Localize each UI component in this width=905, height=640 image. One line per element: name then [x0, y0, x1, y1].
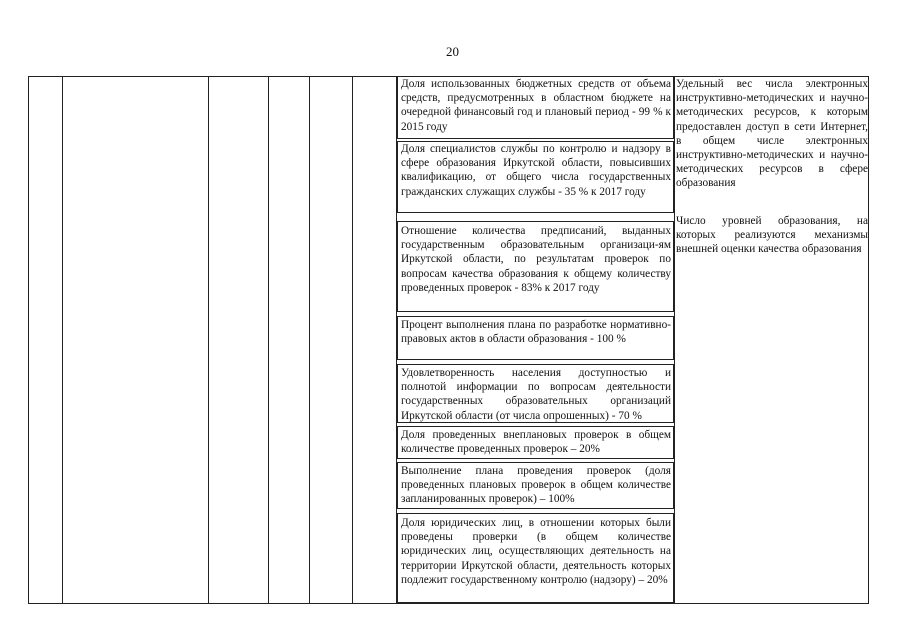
indicator-text: Выполнение плана проведения проверок (доля проведенных плановых проверок в общем количестве запланированных проверок) – 100% [401, 465, 671, 506]
table-column-divider [868, 76, 869, 604]
table-column-divider [674, 76, 675, 604]
indicator-text: Доля проведенных внеплановых проверок в общем количестве проведенных проверок – 20% [401, 429, 671, 456]
indicator-text: Доля юридических лиц, в отношении которых были проведены проверки (в общем количестве юридических лиц, осуществляющих деятельность на территории Иркутской области, деятельность которых подлежит государственному контролю (надзору) – 20% [401, 517, 671, 586]
indicator-text: Процент выполнения плана по разработке нормативно-правовых актов в области образования - 100 % [401, 319, 671, 346]
indicator-text: Отношение количества предписаний, выданных государственным образовательным организаци-ям Иркутской области, по результатам проверок по вопросам качества образования к общему количеству проведенных проверок - 83% к 2017 году [401, 225, 671, 294]
table-column-divider [28, 76, 29, 604]
table-column-divider [309, 76, 310, 604]
table-column-divider [208, 76, 209, 604]
indicator-text: Доля специалистов службы по контролю и надзору в сфере образования Иркутской области, повысивших квалификацию, от общего числа государственных гражданских служащих службы - 35 % к 2017 году [401, 143, 671, 198]
table-bottom-border [28, 603, 869, 604]
indicator-text: Доля использованных бюджетных средств от объема средств, предусмотренных в областном бюджете на очередной финансовый год и плановый период - 99 % к 2015 году [401, 78, 671, 133]
page-number: 20 [446, 44, 459, 59]
indicator-text: Удовлетворенность населения доступностью и полнотой информации по вопросам деятельности государственных образовательных организаций Иркутской области (от числа опрошенных) - 70 % [401, 367, 671, 422]
table-column-divider [268, 76, 269, 604]
measure-text: Удельный вес числа электронных инструктивно-методических и научно-методических ресурсов, к которым предоставлен доступ в сети Интернет, в общем числе электронных инструктивно-методических и научно-методических ресурсов в сфере образования [676, 78, 868, 190]
table-column-divider [352, 76, 353, 604]
table-column-divider [62, 76, 63, 604]
measure-text: Число уровней образования, на которых реализуются механизмы внешней оценки качества образования [676, 215, 868, 256]
